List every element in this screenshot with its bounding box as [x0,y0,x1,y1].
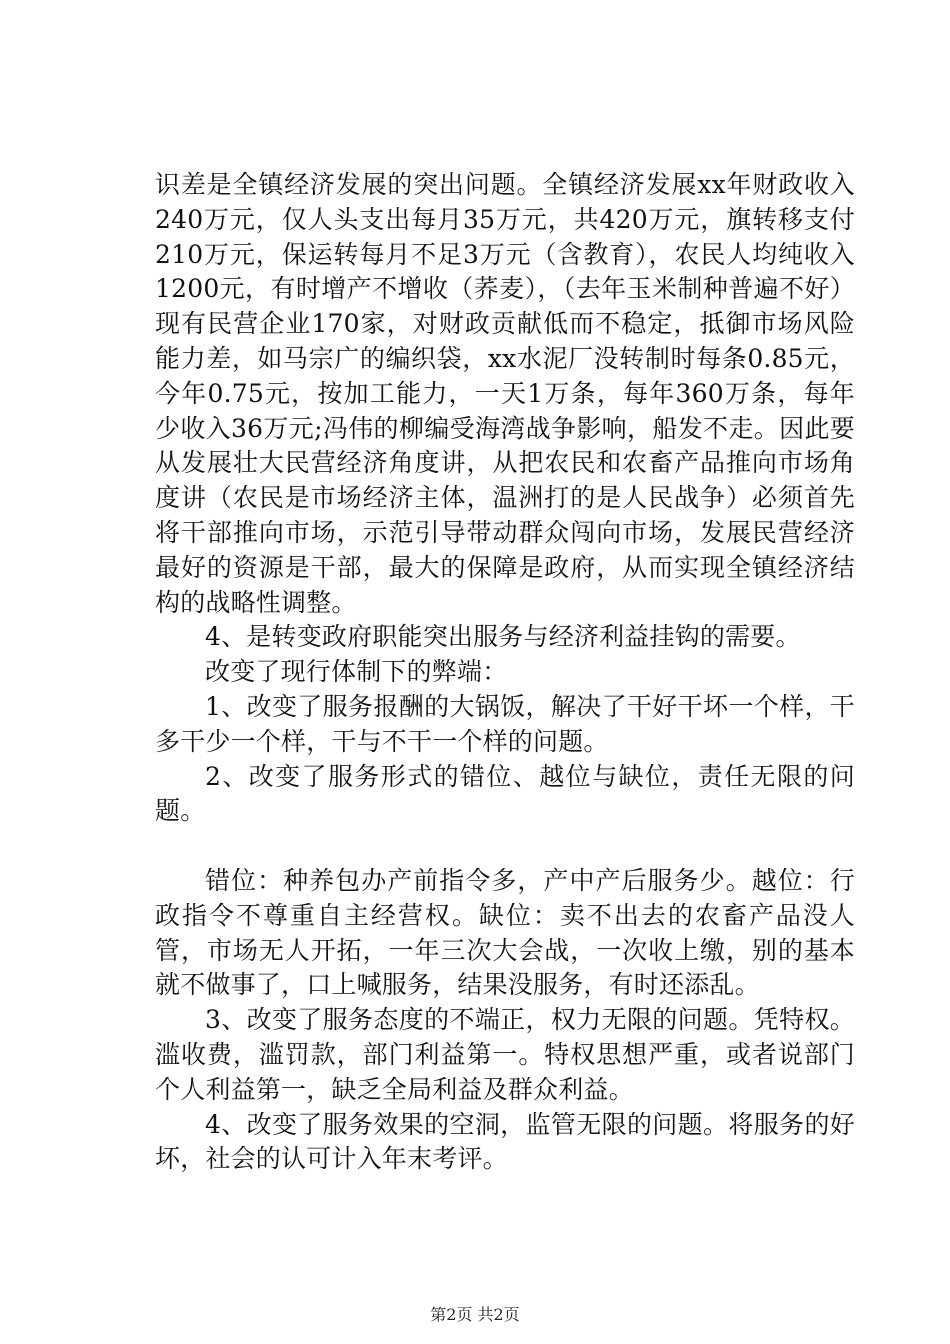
paragraph-change-4: 4、改变了服务效果的空洞，监管无限的问题。将服务的好坏，社会的认可计入年末考评。 [155,1109,855,1174]
page-footer: 第2页 共2页 [430,1305,520,1324]
paragraph-point-4-heading: 4、是转变政府职能突出服务与经济利益挂钩的需要。 [205,622,801,652]
paragraph-change-3: 3、改变了服务态度的不端正，权力无限的问题。凭特权。滥收费，滥罚款，部门利益第一。特权思想严重，或者说部门个人利益第一，缺乏全局利益及群众利益。 [155,1005,855,1104]
paragraph-fiscal-analysis: 识差是全镇经济发展的突出问题。全镇经济发展xx年财政收入240万元，仅人头支出每月35万元，共420万元，旗转移支付210万元，保运转每月不足3万元（含教育），农民人均纯收入1200元，有时增产不增收（荞麦），（去年玉米制种普遍不好）现有民营企业170家，对财政贡献低而不稳定，抵御市场风险能力差，如马宗广的编织袋，xx水泥厂没转制时每条0.85元，今年0.75元，按加工能力，一天1万条，每年360万条，每年少收入36万元;冯伟的柳编受海湾战争影响，船发不走。因此要从发展壮大民营经济角度讲，从把农民和农畜产品推向市场角度讲（农民是市场经济主体，温洲打的是人民战争）必须首先将干部推向市场，示范引导带动群众闯向市场，发展民营经济最好的资源是干部，最大的保障是政府，从而实现全镇经济结构的战略性调整。 [155,170,855,617]
paragraph-change-1: 1、改变了服务报酬的大锅饭，解决了干好干坏一个样，干多干少一个样，干与不干一个样的问题。 [155,691,855,756]
paragraph-drawbacks-intro: 改变了现行体制下的弊端： [205,657,508,687]
paragraph-change-2: 2、改变了服务形式的错位、越位与缺位，责任无限的问题。 [155,761,855,826]
paragraph-position-explanation: 错位：种养包办产前指令多，产中产后服务少。越位：行政指令不尊重自主经营权。缺位：卖不出去的农畜产品没人管，市场无人开拓，一年三次大会战，一次收上缴，别的基本就不做事了，口上喊服务，结果没服务，有时还添乱。 [155,865,855,1000]
blank-line [155,829,855,864]
document-body [155,168,855,1177]
